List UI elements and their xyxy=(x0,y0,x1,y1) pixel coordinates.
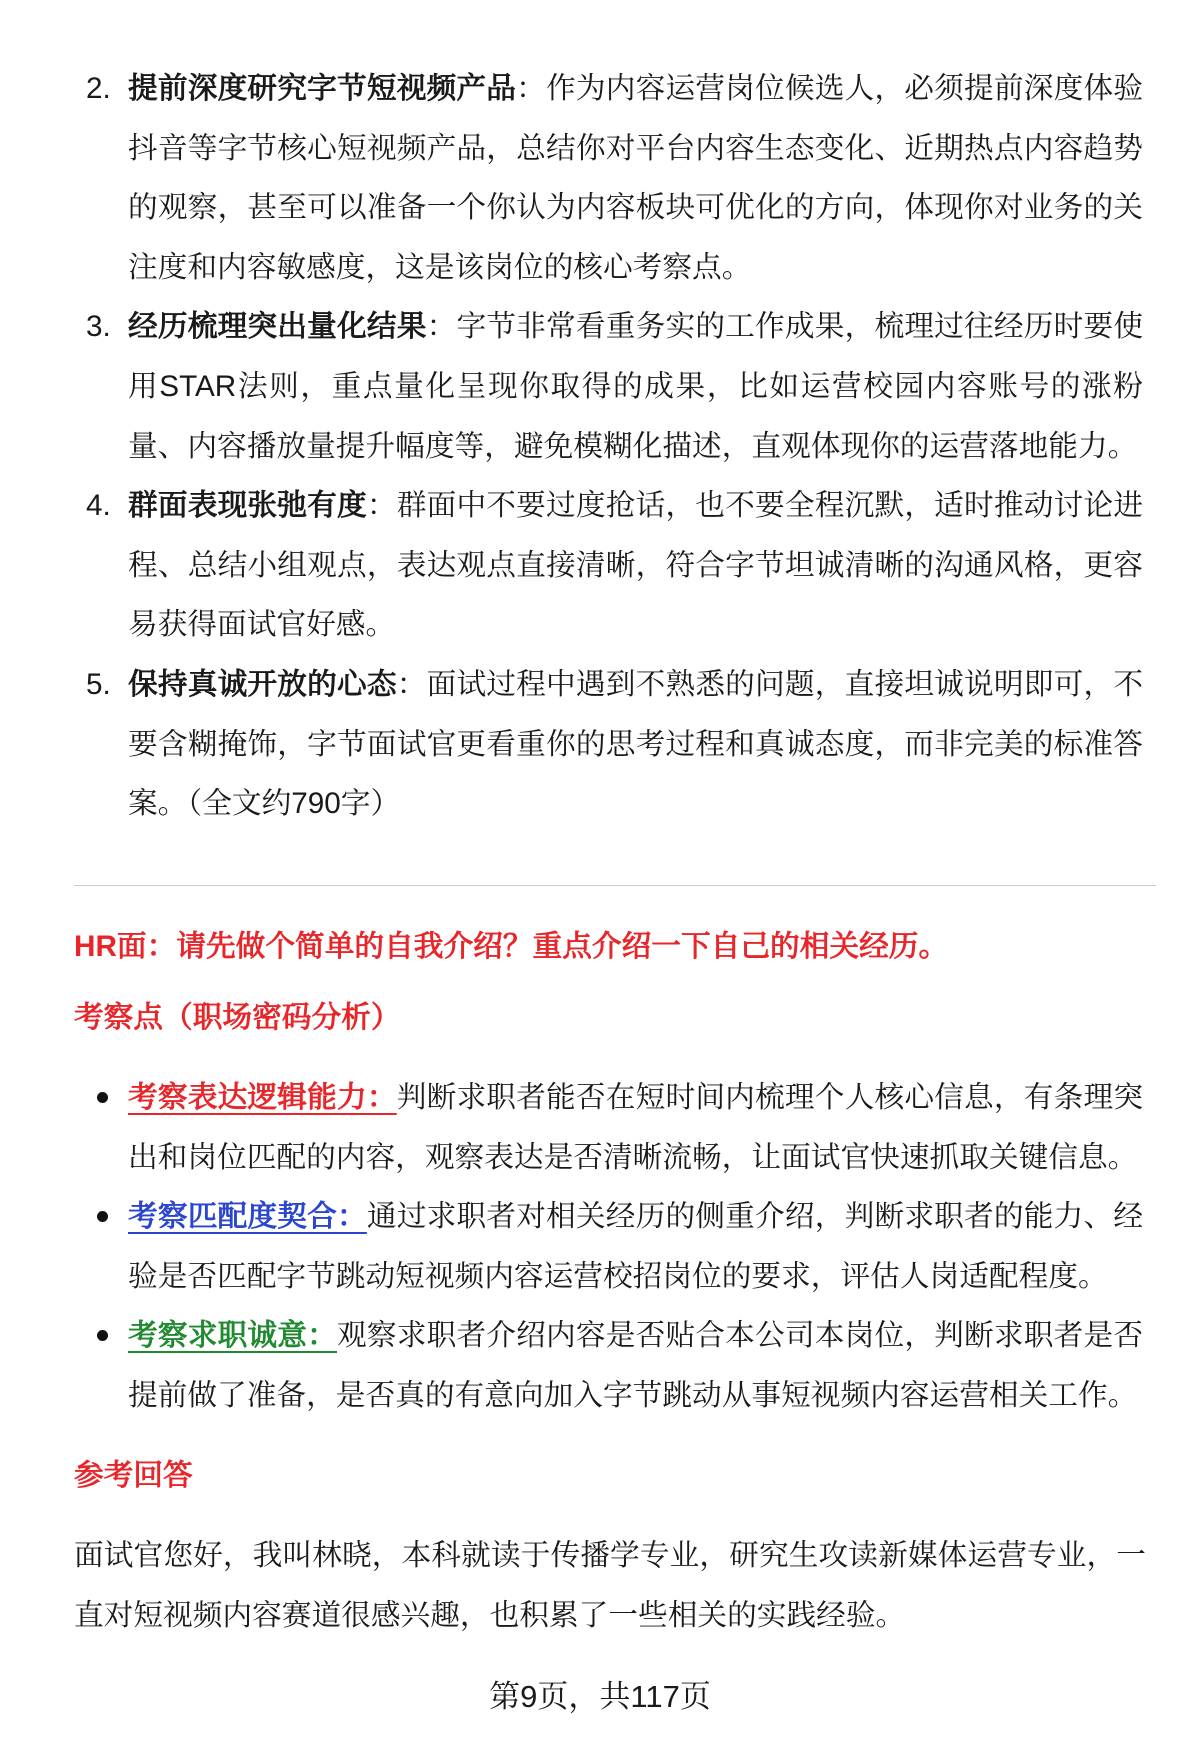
list-item xyxy=(86,655,1144,834)
tips-list xyxy=(86,59,1144,834)
tip-title: 群面表现张弛有度 xyxy=(128,489,367,523)
list-item xyxy=(128,1068,1143,1187)
bullet-dot-icon xyxy=(97,1092,108,1103)
tip-title: 提前深度研究字节短视频产品 xyxy=(128,72,517,105)
list-item xyxy=(128,1187,1143,1306)
tip-text: ：群面中不要过度抢话，也不要全程沉默，适时推动讨论进程、总结小组观点，表达观点直接清晰，符合字节坦诚清晰的沟通风格，更容易获得面试官好感。 xyxy=(128,489,1144,642)
list-number: 4. xyxy=(86,489,111,523)
tip-text: ：面试过程中遇到不熟悉的问题，直接坦诚说明即可，不要含糊掩饰，字节面试官更看重你的思考过程和真诚态度，而非完美的标准答案。（全文约790字） xyxy=(128,667,1144,821)
reference-answer-heading: 参考回答 xyxy=(74,1459,193,1492)
point-text: 观察求职者介绍内容是否贴合本公司本岗位，判断求职者是否提前做了准备，是否真的有意向加入字节跳动从事短视频内容运营相关工作。 xyxy=(128,1319,1144,1412)
assessment-points-list xyxy=(128,1068,1143,1426)
bullet-dot-icon xyxy=(97,1330,108,1341)
point-text: 判断求职者能否在短时间内梳理个人核心信息，有条理突出和岗位匹配的内容，观察表达是否清晰流畅，让面试官快速抓取关键信息。 xyxy=(128,1081,1144,1174)
point-label: 考察求职诚意： xyxy=(128,1319,338,1353)
point-text: 通过求职者对相关经历的侧重介绍，判断求职者的能力、经验是否匹配字节跳动短视频内容运营校招岗位的要求，评估人岗适配程度。 xyxy=(128,1200,1144,1293)
bullet-dot-icon xyxy=(97,1211,108,1222)
list-number: 3. xyxy=(86,310,111,344)
list-item xyxy=(86,59,1144,297)
list-number: 5. xyxy=(86,667,111,701)
point-label: 考察匹配度契合： xyxy=(128,1200,367,1234)
tip-text: ：字节非常看重务实的工作成果，梳理过往经历时要使用STAR法则，重点量化呈现你取得的成果，比如运营校园内容账号的涨粉量、内容播放量提升幅度等，避免模糊化描述，直观体现你的运营落地能力。 xyxy=(128,310,1144,463)
list-item xyxy=(86,297,1144,476)
point-label: 考察表达逻辑能力： xyxy=(128,1081,397,1114)
list-item xyxy=(128,1306,1143,1425)
tip-title: 保持真诚开放的心态 xyxy=(128,667,397,701)
tip-title: 经历梳理突出量化结果 xyxy=(128,310,427,344)
list-number: 2. xyxy=(86,72,111,105)
interview-question-heading: HR面：请先做个简单的自我介绍？重点介绍一下自己的相关经历。 xyxy=(74,930,949,963)
list-item xyxy=(86,476,1144,655)
reference-answer-text: 面试官您好，我叫林晓，本科就读于传播学专业，研究生攻读新媒体运营专业，一直对短视频内容赛道很感兴趣，也积累了一些相关的实践经验。 xyxy=(74,1539,1146,1632)
tip-text: ：作为内容运营岗位候选人，必须提前深度体验抖音等字节核心短视频产品，总结你对平台内容生态变化、近期热点内容趋势的观察，甚至可以准备一个你认为内容板块可优化的方向，体现你对业务的关注度和内容敏感度，这是该岗位的核心考察点。 xyxy=(128,72,1144,284)
page-number-footer: 第9页，共117页 xyxy=(489,1679,711,1714)
section-divider xyxy=(74,885,1156,886)
assessment-heading: 考察点（职场密码分析） xyxy=(74,1001,401,1034)
